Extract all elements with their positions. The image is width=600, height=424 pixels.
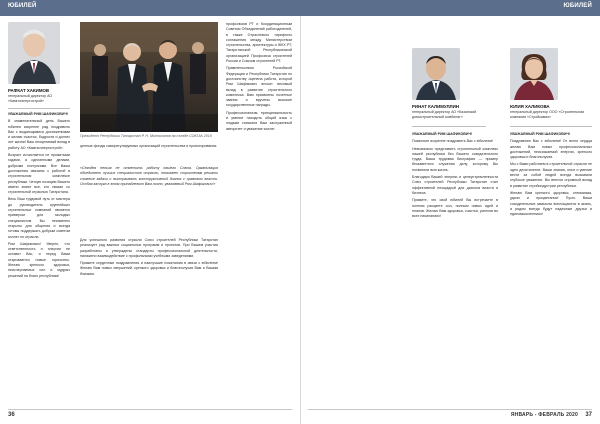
text-column-5	[510, 132, 592, 219]
column5-paragraph: Желаю Вам крепкого здоровья, оптимизма, удачи и процветания! Пусть Ваши созидательные замыслы воплощаются в жизнь, а рядом всегда будут надежные друзья и единомышленники!	[510, 190, 592, 217]
text-column-2b	[80, 238, 218, 279]
column3-paragraph: Профессионализм, принципиальность и умение находить общий язык с людьми снискали Вам заслуженный авторитет и уважение коллег.	[226, 110, 292, 131]
left-person-role: генеральный директор АО «Камгэсэнергострой»	[8, 94, 53, 103]
quote-text: «Сегодня нельзя не отметить работу нашего Союза. Организация объединяет лучших специалистов отрасли, помогает строителям решать сложные задачи и выстраивать конструктивный диалог с органами власти. Особая заслуга в этом принадлежит Вам лично, уважаемый Рим Шафикович!»	[80, 166, 218, 186]
quote-box	[80, 166, 218, 189]
column5-greeting: УВАЖАЕМЫЙ РИМ ШАФИКОВИЧ!	[510, 132, 571, 136]
left-section-tag: ЮБИЛЕЙ	[8, 3, 37, 9]
column1-greeting: УВАЖАЕМЫЙ РИМ ШАФИКОВИЧ!	[8, 112, 69, 116]
right-divider-1	[412, 126, 486, 127]
column4-paragraph: Позвольте искренне поздравить Вас с юбилеем!	[412, 139, 493, 144]
left-divider	[8, 108, 70, 109]
text-column-1	[8, 112, 70, 281]
right-person-1-role: генеральный директор АО «Казанский домостроительный комбинат»	[412, 110, 477, 119]
right-header-bar	[300, 0, 600, 16]
event-photo	[80, 22, 218, 132]
right-page-number: 37	[585, 412, 592, 418]
portrait-rinat-kalimullin	[412, 48, 460, 100]
portrait-man-icon	[412, 48, 460, 100]
text-column-2	[80, 144, 218, 151]
column2-paragraph: Примите сердечные поздравления и наилучшие пожелания в связи с юбилеем! Желаю Вам новых свершений, крепкого здоровья и благополучия Вам и Вашим близким.	[80, 261, 218, 276]
column5-paragraph: Поздравляю Вас с юбилеем! От всего сердца желаю Вам новых профессиональных достижений, неиссякаемой энергии, крепкого здоровья и благополучия.	[510, 139, 592, 160]
portrait-man-icon	[8, 22, 60, 84]
portrait-rafkat-khakimov	[8, 22, 60, 84]
left-person-name: РАФКАТ ХАКИМОВ	[8, 88, 50, 93]
right-footer-line	[308, 409, 592, 410]
column4-greeting: УВАЖАЕМЫЙ РИМ ШАФИКОВИЧ!	[412, 132, 473, 136]
right-person-1-name: РИНАТ КАЛИМУЛЛИН	[412, 104, 459, 109]
left-footer-line	[8, 409, 292, 410]
column1-paragraph: В знаменательный день Вашего юбилея искренне рад поздравить Вас с выдающимися достижениями и желаю счастья, бодрости и долгих лет жизни! Ваш неоценимый вклад в работу АО «Камгэсэнергострой».	[8, 119, 70, 150]
left-header-bar	[0, 0, 300, 16]
column2-paragraph: ценные фонды саморегулируемых организаций строительства и проектирования.	[80, 144, 218, 148]
column4-paragraph: Примите, что свой юбилей Вы встречаете в полном расцвете сил, полным новых идей и планов. Желаю Вам здоровья, счастья, успехов во всех начинаниях!	[412, 198, 498, 219]
column1-paragraph: Рим Шафикович! Уверен, что ответственность и энергия не оставят Вас, и перед Вами открываются новые горизонты. Желаю крепкого здоровья, неисчерпаемых сил и мудрых решений на благо республики!	[8, 241, 70, 278]
column4-paragraph: Благодаря Вашей энергии и целеустремленности Союз строителей Республики Татарстан стал эффективной площадкой для диалога власти и бизнеса.	[412, 175, 498, 195]
handshake-photo-icon	[80, 22, 218, 132]
column3-paragraph: Правительством Российской Федерации и Республики Татарстан по достоинству оценена работа, которой Рим Шафикович вносит весомый вклад в развитие строительного комплекса. Вам присвоены почетные звания и вручены высокие государственные награды.	[226, 66, 292, 108]
column4-paragraph: Невозможно представить строительный комплекс нашей республики без Вашего созидательного труда. Ваша трудовая биография — пример беззаветного служения делу, которому Вы посвятили всю жизнь.	[412, 146, 498, 172]
column3-paragraph: профсоюзов РТ и Координационным Советом Объединений работодателей, в также Отраслевого тарифного соглашения между Министерством строительства, архитектуры и ЖКХ РТ, Татарстанской Республиканской организацией Профсоюза строителей России и Союзом строителей РТ.	[226, 22, 292, 64]
column1-paragraph: Весь Ваш трудовой путь от мастера до руководителя крупнейших строительных компаний является примером для молодых специалистов. Вы неизменно открыты для общения и всегда готовы поддержать добрым советом коллег по отрасли.	[8, 197, 70, 239]
right-page	[300, 0, 600, 424]
text-column-3	[226, 22, 292, 134]
right-person-2-name: ЮЛИЯ ХАЛИКОВА	[510, 104, 550, 109]
column5-paragraph: Мы с Вами работаем в строительной отрасли не одно десятилетие. Ваши знания, опыт и умение вести за собой людей всегда вызывали глубокое уважение. Вы внесли огромный вклад в развитие стройиндустрии республики.	[510, 162, 592, 188]
left-page-number: 36	[8, 412, 15, 418]
right-section-tag: ЮБИЛЕЙ	[563, 3, 592, 9]
right-divider-2	[510, 126, 592, 127]
right-person-2-role: генеральный директор ООО «Строительная компания «Стройкамаз»	[510, 110, 585, 119]
portrait-yulia-khalikova	[510, 48, 558, 100]
photo-caption: Президент Республики Татарстан Р. Н. Минниханов на съезде СОЮЗА 2019	[80, 134, 212, 138]
portrait-woman-icon	[510, 48, 558, 100]
issue-date: ЯНВАРЬ - ФЕВРАЛЬ 2020	[510, 412, 578, 418]
column1-paragraph: Возраст исчисляется не прожитыми годами, а сделанными делами, добрыми поступками. Все Ваши достижения связаны с работой в строительном комплексе республики. Четкую позицию Вашего имени знают все, кто связан со строительной отраслью Татарстана.	[8, 153, 71, 195]
text-column-4	[412, 132, 498, 221]
column2-paragraph: Для успешного развития отрасли Союз строителей Республики Татарстан реализует ряд важных социальных программ и проектов. При Вашем участии разработаны и утверждены стандарты профессиональной деятельности, налажено взаимодействие с профильными учебными заведениями.	[80, 238, 218, 258]
